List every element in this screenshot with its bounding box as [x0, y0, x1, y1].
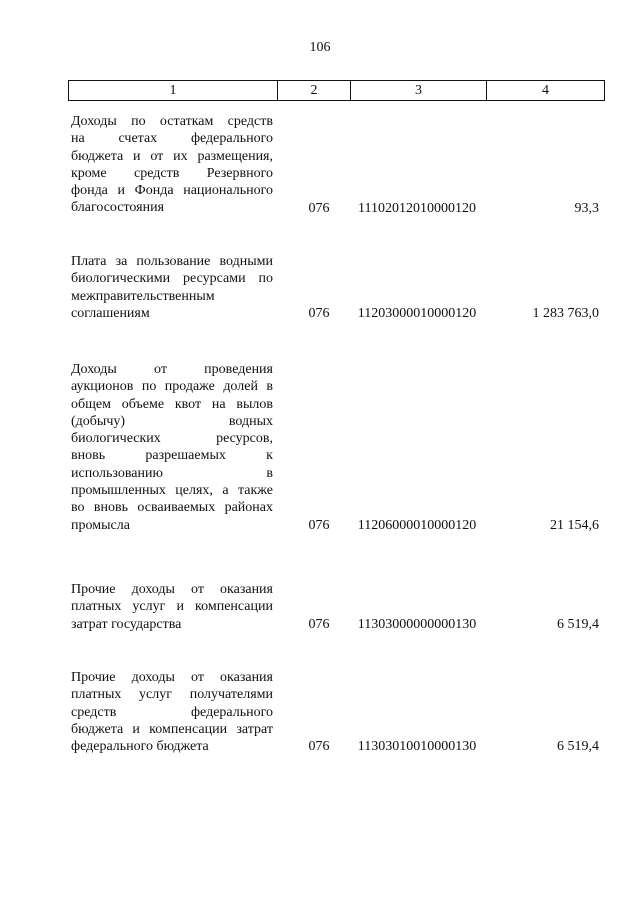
- description-line: средств федерального: [71, 704, 273, 720]
- description-line: Доходы от проведения: [71, 362, 273, 377]
- budget-classification-code: 11303000000000130: [357, 616, 477, 632]
- header-col-3: 3: [351, 81, 487, 100]
- budget-classification-code: 11203000010000120: [357, 306, 477, 321]
- description-line: на счетах федерального: [71, 131, 273, 147]
- budget-classification-code: 11206000010000120: [357, 518, 477, 533]
- description-line: общем объеме квот на вылов: [71, 396, 273, 412]
- description-line: платных услуг и компенсации: [71, 599, 273, 615]
- description-line: кроме средств Резервного: [71, 165, 273, 181]
- row-description: [71, 581, 273, 633]
- description-line: аукционов по продаже долей в: [71, 379, 273, 395]
- description-line: затрат государства: [71, 616, 182, 632]
- description-line: промысла: [71, 517, 130, 533]
- description-line: федерального бюджета: [71, 739, 209, 755]
- row-description: [71, 253, 273, 322]
- amount-value: 21 154,6: [550, 518, 599, 533]
- table-row: [71, 253, 601, 323]
- table-row: [71, 361, 601, 536]
- amount-value: 1 283 763,0: [532, 306, 599, 321]
- budget-classification-code: 11303010010000130: [357, 739, 477, 755]
- admin-code: 076: [308, 518, 330, 533]
- row-description: [71, 113, 273, 217]
- description-line: соглашениям: [71, 305, 150, 321]
- description-line: (добычу) водных: [71, 413, 273, 429]
- description-line: бюджета и компенсации затрат: [71, 721, 273, 737]
- header-col-2: 2: [278, 81, 351, 100]
- table-row: [71, 581, 601, 633]
- header-col-4: 4: [542, 82, 549, 98]
- description-line: промышленных целях, а также: [71, 483, 273, 499]
- amount-value: 6 519,4: [557, 616, 599, 632]
- description-line: Доходы по остаткам средств: [71, 114, 273, 129]
- description-line: благосостояния: [71, 200, 165, 216]
- description-line: межправительственным: [71, 288, 215, 304]
- row-description: [71, 669, 273, 755]
- description-line: во вновь осваиваемых районах: [71, 500, 273, 516]
- budget-classification-code: 11102012010000120: [358, 200, 476, 216]
- admin-code: 076: [308, 616, 330, 632]
- admin-code: 076: [308, 739, 330, 755]
- admin-code: 076: [308, 200, 330, 216]
- amount-value: 6 519,4: [557, 739, 599, 755]
- row-description: [71, 361, 273, 534]
- description-line: использованию в: [71, 465, 273, 481]
- description-line: биологических ресурсов,: [71, 431, 273, 447]
- description-line: Прочие доходы от оказания: [71, 670, 273, 685]
- amount-value: 93,3: [574, 200, 599, 216]
- table-header: [68, 80, 605, 101]
- table-row: [71, 669, 601, 756]
- header-col-1: 1: [69, 81, 278, 100]
- description-line: биологическими ресурсами по: [71, 271, 273, 287]
- description-line: бюджета и от их размещения,: [71, 148, 273, 164]
- table-row: [71, 113, 601, 217]
- description-line: фонда и Фонда национального: [71, 183, 273, 199]
- page-number: 106: [309, 40, 331, 55]
- description-line: платных услуг получателями: [71, 687, 273, 703]
- description-line: Прочие доходы от оказания: [71, 582, 273, 597]
- description-line: вновь разрешаемых к: [71, 448, 273, 464]
- description-line: Плата за пользование водными: [71, 254, 273, 269]
- admin-code: 076: [308, 306, 330, 321]
